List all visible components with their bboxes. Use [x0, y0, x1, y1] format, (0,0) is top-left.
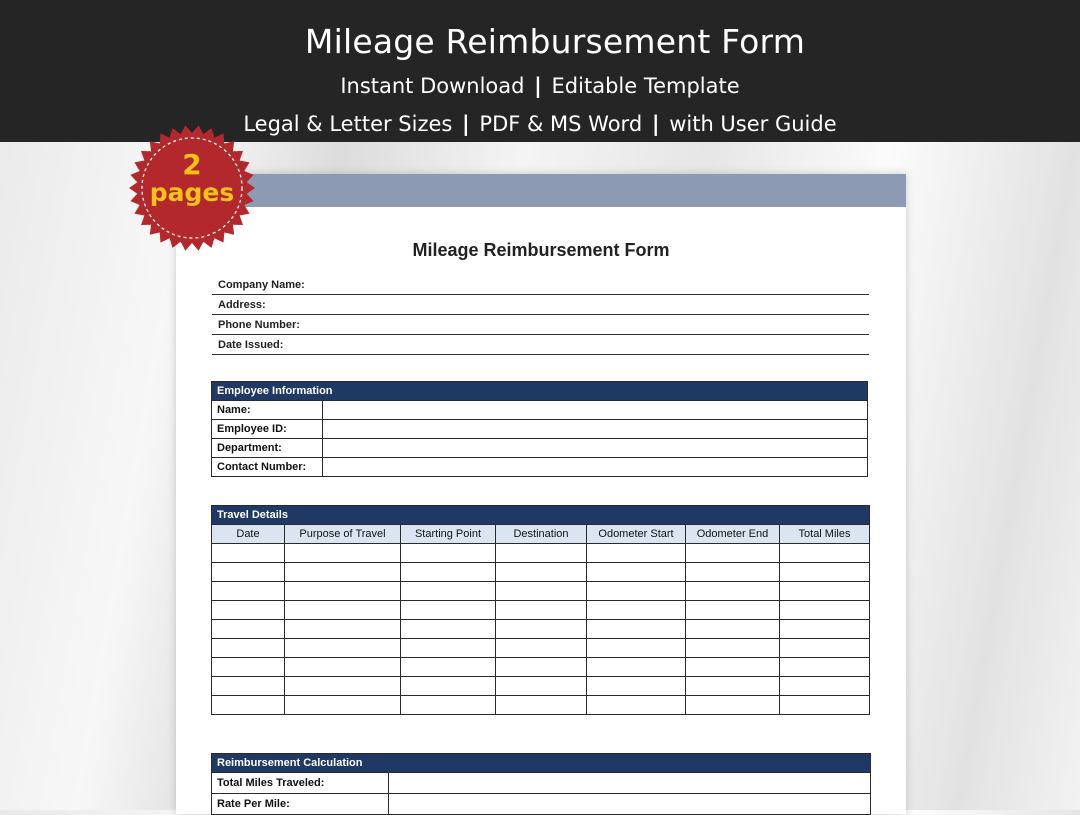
- feature-formats: PDF & MS Word: [479, 112, 643, 136]
- table-cell: [285, 563, 401, 582]
- table-cell: [401, 639, 496, 658]
- table-cell: [686, 677, 780, 696]
- travel-details-heading: Travel Details: [212, 506, 870, 525]
- table-cell: [587, 658, 686, 677]
- table-cell: [587, 601, 686, 620]
- table-cell: [686, 696, 780, 715]
- table-row: [212, 620, 870, 639]
- table-cell: [212, 639, 285, 658]
- table-cell: [780, 544, 870, 563]
- separator: |: [462, 112, 470, 136]
- form-document-preview: [176, 174, 906, 814]
- travel-details-table: [211, 505, 870, 715]
- company-name-field: Company Name:: [212, 275, 869, 295]
- date-issued-field: Date Issued:: [212, 335, 869, 355]
- table-cell: [496, 601, 587, 620]
- table-cell: [212, 696, 285, 715]
- table-cell: [587, 696, 686, 715]
- table-cell: [285, 639, 401, 658]
- column-header-purpose: Purpose of Travel: [285, 525, 401, 544]
- table-cell: [401, 601, 496, 620]
- rate-per-mile-label: Rate Per Mile:: [212, 794, 389, 815]
- table-cell: [212, 582, 285, 601]
- table-cell: [212, 677, 285, 696]
- table-row: [212, 563, 870, 582]
- employee-name-value: [323, 401, 868, 420]
- table-cell: [496, 658, 587, 677]
- column-header-odometer-start: Odometer Start: [587, 525, 686, 544]
- total-miles-value: [389, 773, 871, 794]
- table-cell: [401, 582, 496, 601]
- table-row: [212, 582, 870, 601]
- employee-info-table: [211, 381, 868, 477]
- table-cell: [401, 658, 496, 677]
- table-cell: [780, 677, 870, 696]
- table-cell: [587, 639, 686, 658]
- table-cell: [587, 620, 686, 639]
- table-cell: [285, 601, 401, 620]
- table-cell: [686, 620, 780, 639]
- feature-instant-download: Instant Download: [340, 74, 525, 98]
- document-header-bar: [176, 174, 906, 207]
- table-cell: [212, 658, 285, 677]
- table-cell: [212, 544, 285, 563]
- table-cell: [285, 620, 401, 639]
- travel-rows: [212, 544, 870, 715]
- table-cell: [401, 544, 496, 563]
- table-cell: [285, 544, 401, 563]
- table-cell: [686, 639, 780, 658]
- table-row: [212, 639, 870, 658]
- table-cell: [496, 696, 587, 715]
- feature-sizes: Legal & Letter Sizes: [243, 112, 453, 136]
- table-cell: [780, 696, 870, 715]
- reimbursement-table: [211, 753, 871, 815]
- table-cell: [285, 696, 401, 715]
- table-cell: [285, 658, 401, 677]
- feature-editable-template: Editable Template: [551, 74, 740, 98]
- table-row: [212, 696, 870, 715]
- page-count-badge: [128, 124, 256, 252]
- table-cell: [496, 563, 587, 582]
- badge-number: 2: [182, 148, 202, 181]
- table-cell: [780, 620, 870, 639]
- table-cell: [401, 677, 496, 696]
- table-cell: [587, 677, 686, 696]
- total-miles-label: Total Miles Traveled:: [212, 773, 389, 794]
- banner-title: Mileage Reimbursement Form: [304, 22, 806, 61]
- contact-number-label: Contact Number:: [212, 458, 323, 477]
- table-cell: [496, 639, 587, 658]
- table-cell: [401, 696, 496, 715]
- table-cell: [401, 563, 496, 582]
- reimbursement-heading: Reimbursement Calculation: [212, 754, 871, 773]
- table-cell: [780, 658, 870, 677]
- badge-word: pages: [149, 178, 235, 207]
- table-cell: [496, 544, 587, 563]
- table-row: [212, 544, 870, 563]
- employee-info-heading: Employee Information: [212, 382, 868, 401]
- separator: |: [651, 112, 660, 136]
- table-cell: [496, 677, 587, 696]
- table-row: [212, 677, 870, 696]
- address-field: Address:: [212, 295, 869, 315]
- department-value: [323, 439, 868, 458]
- phone-number-field: Phone Number:: [212, 315, 869, 335]
- table-cell: [496, 582, 587, 601]
- separator: |: [534, 74, 542, 98]
- table-cell: [686, 544, 780, 563]
- table-cell: [212, 620, 285, 639]
- table-cell: [780, 639, 870, 658]
- column-header-date: Date: [212, 525, 285, 544]
- table-cell: [285, 582, 401, 601]
- table-cell: [587, 563, 686, 582]
- column-header-starting-point: Starting Point: [401, 525, 496, 544]
- contact-number-value: [323, 458, 868, 477]
- promo-banner: [0, 0, 1080, 142]
- table-cell: [780, 563, 870, 582]
- department-label: Department:: [212, 439, 323, 458]
- employee-id-value: [323, 420, 868, 439]
- banner-subtitle-line1: [0, 74, 1080, 98]
- table-cell: [686, 582, 780, 601]
- column-header-destination: Destination: [496, 525, 587, 544]
- table-cell: [686, 658, 780, 677]
- table-cell: [401, 620, 496, 639]
- employee-id-label: Employee ID:: [212, 420, 323, 439]
- table-cell: [285, 677, 401, 696]
- table-cell: [780, 601, 870, 620]
- column-header-odometer-end: Odometer End: [686, 525, 780, 544]
- table-cell: [212, 601, 285, 620]
- table-cell: [780, 582, 870, 601]
- document-title: Mileage Reimbursement Form: [412, 240, 670, 260]
- table-cell: [212, 563, 285, 582]
- employee-name-label: Name:: [212, 401, 323, 420]
- table-cell: [587, 582, 686, 601]
- table-cell: [686, 563, 780, 582]
- table-cell: [587, 544, 686, 563]
- feature-user-guide: with User Guide: [669, 112, 837, 136]
- table-row: [212, 601, 870, 620]
- table-cell: [686, 601, 780, 620]
- column-header-total-miles: Total Miles: [780, 525, 870, 544]
- table-cell: [496, 620, 587, 639]
- table-row: [212, 658, 870, 677]
- rate-per-mile-value: [389, 794, 871, 815]
